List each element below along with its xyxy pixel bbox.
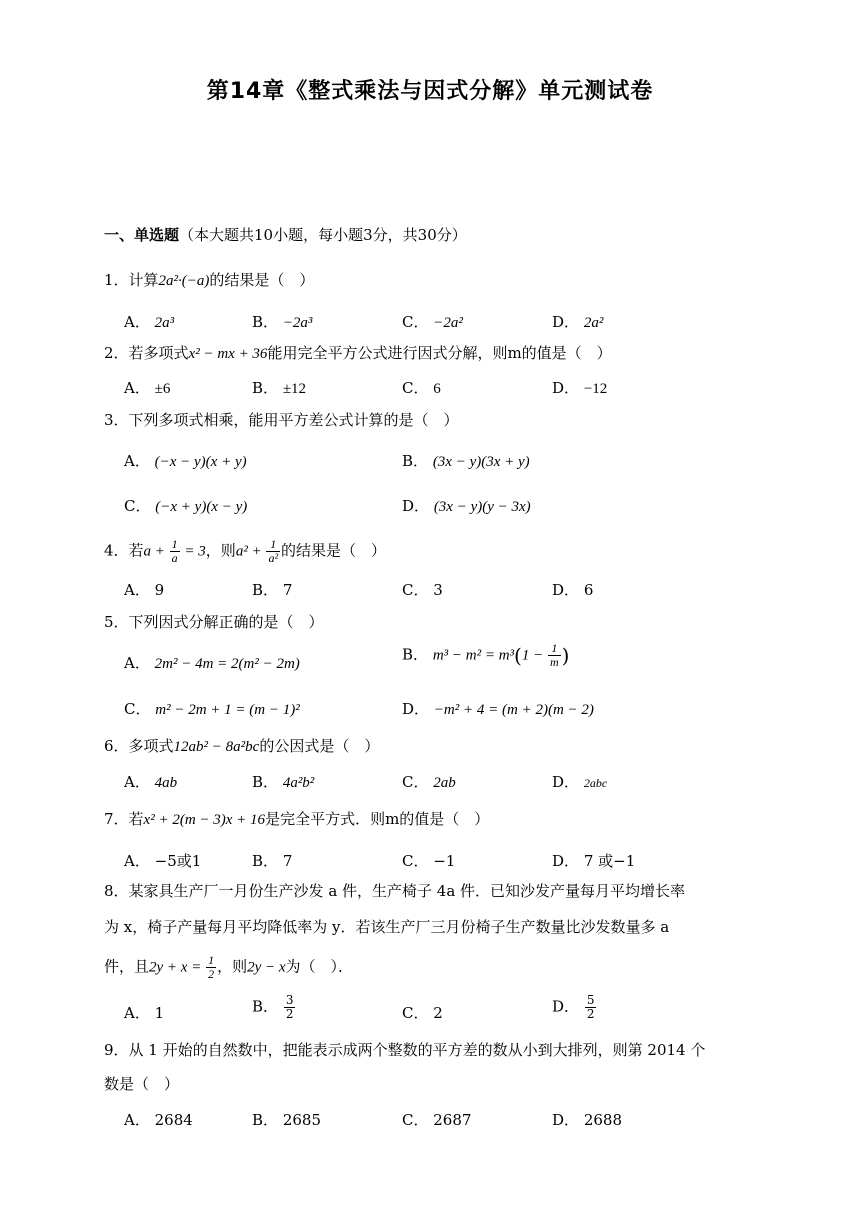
option-b: B． 7	[252, 581, 293, 599]
question-8-stem-line-3: 件，且2y + x = $\frac{1}{2}$ ，则2y − x为（ ）．	[104, 953, 354, 981]
option-a: A． 2m² − 4m = 2(m² − 2m)	[124, 654, 300, 672]
question-8-stem-line-1: 8．某家具生产厂一月份生产沙发 a 件，生产椅子 4a 件．已知沙发产量每月平均增长率	[104, 882, 686, 900]
option-d: D． 6	[552, 581, 594, 599]
option-b: B． $\frac{3}{2}$	[252, 993, 294, 1021]
option-c: C． 2	[402, 1004, 443, 1022]
option-d: D． −m² + 4 = (m + 2)(m − 2)	[402, 700, 594, 718]
option-b: B． 7	[252, 852, 293, 870]
option-a: A． (−x − y)(x + y)	[124, 452, 247, 470]
option-c: C． 6	[402, 379, 441, 397]
question-5-stem: 5．下列因式分解正确的是（ ）	[104, 613, 324, 631]
option-b: B． m³ − m² = m³(1 − $\frac{1}{m}$ )	[402, 641, 570, 669]
fraction-3-over-2: $\frac{3}{2}$	[285, 993, 294, 1021]
option-a: A． 4ab	[124, 773, 178, 791]
fraction-1-over-2: $\frac{1}{2}$	[208, 953, 215, 981]
option-a: A． ±6	[124, 379, 171, 397]
question-9-stem-line-2: 数是（ ）	[104, 1075, 180, 1093]
option-c: C． 3	[402, 581, 443, 599]
option-d: D． 2688	[552, 1111, 622, 1129]
section-note: （本大题共10小题，每小题3分，共30分）	[179, 226, 467, 244]
section-heading: 一、单选题	[104, 226, 180, 244]
option-b: B． −2a³	[252, 313, 313, 331]
question-9-stem-line-1: 9．从 1 开始的自然数中，把能表示成两个整数的平方差的数从小到大排列，则第 2014 个	[104, 1041, 706, 1059]
option-b: B． (3x − y)(3x + y)	[402, 452, 530, 470]
option-a: A． 1	[124, 1004, 165, 1022]
option-c: C． −1	[402, 852, 456, 870]
option-c: C． 2687	[402, 1111, 472, 1129]
question-1-stem: 1．计算2a²·(−a)的结果是（ ）	[104, 271, 315, 289]
option-d: D． 2a²	[552, 313, 604, 331]
option-d: D． −12	[552, 379, 608, 397]
option-a: A． −5或1	[124, 852, 202, 870]
option-a: A． 2a³	[124, 313, 175, 331]
page-title: 第14章《整式乘法与因式分解》单元测试卷	[206, 79, 654, 104]
option-b: B． ±12	[252, 379, 307, 397]
option-c: C． 2ab	[402, 773, 456, 791]
section-header	[104, 224, 467, 245]
option-c: C． (−x + y)(x − y)	[124, 497, 248, 515]
option-c: C． −2a²	[402, 313, 463, 331]
option-d: D． 7 或−1	[552, 852, 636, 870]
option-b: B． 4a²b²	[252, 773, 315, 791]
option-d: D． 2abc	[552, 773, 608, 791]
option-a: A． 2684	[124, 1111, 193, 1129]
option-d: D． (3x − y)(y − 3x)	[402, 497, 531, 515]
fraction-1-over-a2: $\frac{1}{\text{a²}}$	[268, 537, 279, 565]
question-6-stem: 6．多项式12ab² − 8a²bc的公因式是（ ）	[104, 737, 380, 755]
option-b: B． 2685	[252, 1111, 321, 1129]
question-7-stem: 7．若x² + 2(m − 3)x + 16是完全平方式．则m的值是（ ）	[104, 810, 490, 828]
fraction-1-over-m: $\frac{1}{m}$	[549, 641, 559, 669]
fraction-5-over-2: $\frac{5}{2}$	[586, 993, 595, 1021]
option-c: C． m² − 2m + 1 = (m − 1)²	[124, 700, 300, 718]
option-d: D． $\frac{5}{2}$	[552, 993, 595, 1021]
question-4-stem: 4．若a + $\frac{1}{a}$ = 3，则a² + $\frac{1}{\text{a²}}$ 的结果是（ ）	[104, 537, 387, 565]
question-2-stem: 2．若多项式x² − mx + 36能用完全平方公式进行因式分解，则m的值是（ ）	[104, 344, 612, 362]
fraction-1-over-a: $\frac{1}{a}$	[171, 537, 178, 565]
question-8-stem-line-2: 为 x，椅子产量每月平均降低率为 y．若该生产厂三月份椅子生产数量比沙发数量多 a	[104, 918, 670, 936]
question-3-stem: 3．下列多项式相乘，能用平方差公式计算的是（ ）	[104, 411, 459, 429]
option-a: A． 9	[124, 581, 165, 599]
